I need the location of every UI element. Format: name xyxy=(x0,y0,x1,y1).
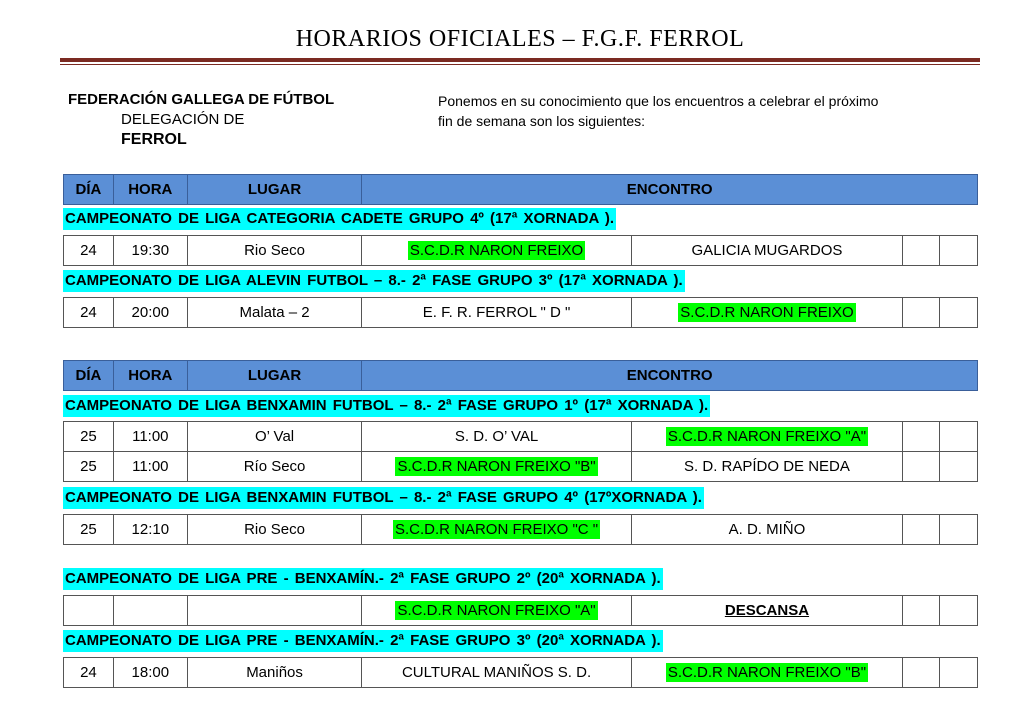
cell-score-home xyxy=(903,658,940,687)
cell-home-team: S.C.D.R NARON FREIXO "B" xyxy=(397,458,596,475)
cell-home-team: E. F. R. FERROL " D " xyxy=(422,304,571,321)
category-heading: CAMPEONATO DE LIGA BENXAMIN FUTBOL – 8.- 2ª FASE GRUPO 1º (17ª XORNADA ). xyxy=(63,395,710,417)
page-title: HORARIOS OFICIALES – F.G.F. FERROL xyxy=(295,26,745,52)
category-heading: CAMPEONATO DE LIGA PRE - BENXAMÍN.- 2ª FASE GRUPO 3º (20ª XORNADA ). xyxy=(63,630,663,652)
cell-score-away xyxy=(940,298,977,327)
delegation-city: FERROL xyxy=(121,131,187,148)
cell-hora: 11:00 xyxy=(114,452,188,481)
cell-dia: 24 xyxy=(64,298,114,327)
cell-away-team: A. D. MIÑO xyxy=(728,521,806,538)
header-hora: HORA xyxy=(114,175,188,204)
federation-name: FEDERACIÓN GALLEGA DE FÚTBOL xyxy=(68,91,335,108)
cell-dia: 24 xyxy=(64,236,114,265)
cell-hora: 12:10 xyxy=(114,515,188,544)
category-heading: CAMPEONATO DE LIGA CATEGORIA CADETE GRUPO 4º (17ª XORNADA ). xyxy=(63,208,616,230)
cell-home-team: S. D. O’ VAL xyxy=(454,428,539,445)
cell-away-team: S.C.D.R NARON FREIXO "B" xyxy=(667,664,867,681)
cell-dia: 25 xyxy=(64,452,114,481)
federation-block xyxy=(68,90,334,150)
cell-lugar: O’ Val xyxy=(188,422,363,451)
cell-dia: 25 xyxy=(64,422,114,451)
cell-score-home xyxy=(903,596,940,625)
cell-away-team: DESCANSA xyxy=(724,602,810,619)
header-dia: DÍA xyxy=(64,361,114,390)
cell-hora: 19:30 xyxy=(114,236,188,265)
cell-score-away xyxy=(940,596,977,625)
header-dia: DÍA xyxy=(64,175,114,204)
cell-lugar: Rio Seco xyxy=(188,515,363,544)
cell-score-home xyxy=(903,452,940,481)
title-rule-thick xyxy=(60,58,980,62)
cell-score-away xyxy=(940,658,977,687)
table-row xyxy=(63,297,978,328)
table-row xyxy=(63,451,978,482)
header-encontro: ENCONTRO xyxy=(626,181,713,198)
cell-away-team: S.C.D.R NARON FREIXO xyxy=(680,304,854,321)
table-row xyxy=(63,595,978,626)
cell-away-team: S.C.D.R NARON FREIXO "A" xyxy=(667,428,867,445)
cell-dia: 25 xyxy=(64,515,114,544)
notice-text: Ponemos en su conocimiento que los encuentros a celebrar el próximo fin de semana son los siguientes: xyxy=(438,93,879,129)
category-heading: CAMPEONATO DE LIGA BENXAMIN FUTBOL – 8.- 2ª FASE GRUPO 4º (17ºXORNADA ). xyxy=(63,487,704,509)
cell-home-team: S.C.D.R NARON FREIXO "A" xyxy=(397,602,596,619)
cell-home-team: CULTURAL MANIÑOS S. D. xyxy=(401,664,592,681)
cell-score-away xyxy=(940,236,977,265)
header-lugar: LUGAR xyxy=(188,361,363,390)
category-heading: CAMPEONATO DE LIGA ALEVIN FUTBOL – 8.- 2ª FASE GRUPO 3º (17ª XORNADA ). xyxy=(63,270,685,292)
cell-lugar: Río Seco xyxy=(188,452,363,481)
cell-home-team: S.C.D.R NARON FREIXO "C " xyxy=(394,521,599,538)
cell-score-home xyxy=(903,236,940,265)
cell-lugar: Malata – 2 xyxy=(188,298,363,327)
category-heading: CAMPEONATO DE LIGA PRE - BENXAMÍN.- 2ª FASE GRUPO 2º (20ª XORNADA ). xyxy=(63,568,663,590)
cell-dia xyxy=(64,596,114,625)
cell-away-team: S. D. RAPÍDO DE NEDA xyxy=(684,458,850,475)
delegation-label: DELEGACIÓN DE xyxy=(121,111,245,128)
cell-hora: 18:00 xyxy=(114,658,188,687)
cell-hora xyxy=(114,596,188,625)
header-hora: HORA xyxy=(114,361,188,390)
table-header xyxy=(63,174,978,205)
cell-lugar xyxy=(188,596,363,625)
cell-score-away xyxy=(940,422,977,451)
cell-score-away xyxy=(940,515,977,544)
cell-hora: 11:00 xyxy=(114,422,188,451)
table-row xyxy=(63,421,978,452)
cell-home-team: S.C.D.R NARON FREIXO xyxy=(409,242,584,259)
cell-away-team: GALICIA MUGARDOS xyxy=(691,242,843,259)
table-row xyxy=(63,514,978,545)
table-header xyxy=(63,360,978,391)
cell-lugar: Rio Seco xyxy=(188,236,363,265)
cell-dia: 24 xyxy=(64,658,114,687)
cell-score-home xyxy=(903,298,940,327)
header-encontro: ENCONTRO xyxy=(626,367,713,384)
cell-score-home xyxy=(903,515,940,544)
table-row xyxy=(63,235,978,266)
header-lugar: LUGAR xyxy=(188,175,363,204)
cell-score-home xyxy=(903,422,940,451)
title-rule-thin xyxy=(60,64,980,65)
cell-score-away xyxy=(940,452,977,481)
cell-lugar: Maniños xyxy=(188,658,363,687)
table-row xyxy=(63,657,978,688)
cell-hora: 20:00 xyxy=(114,298,188,327)
